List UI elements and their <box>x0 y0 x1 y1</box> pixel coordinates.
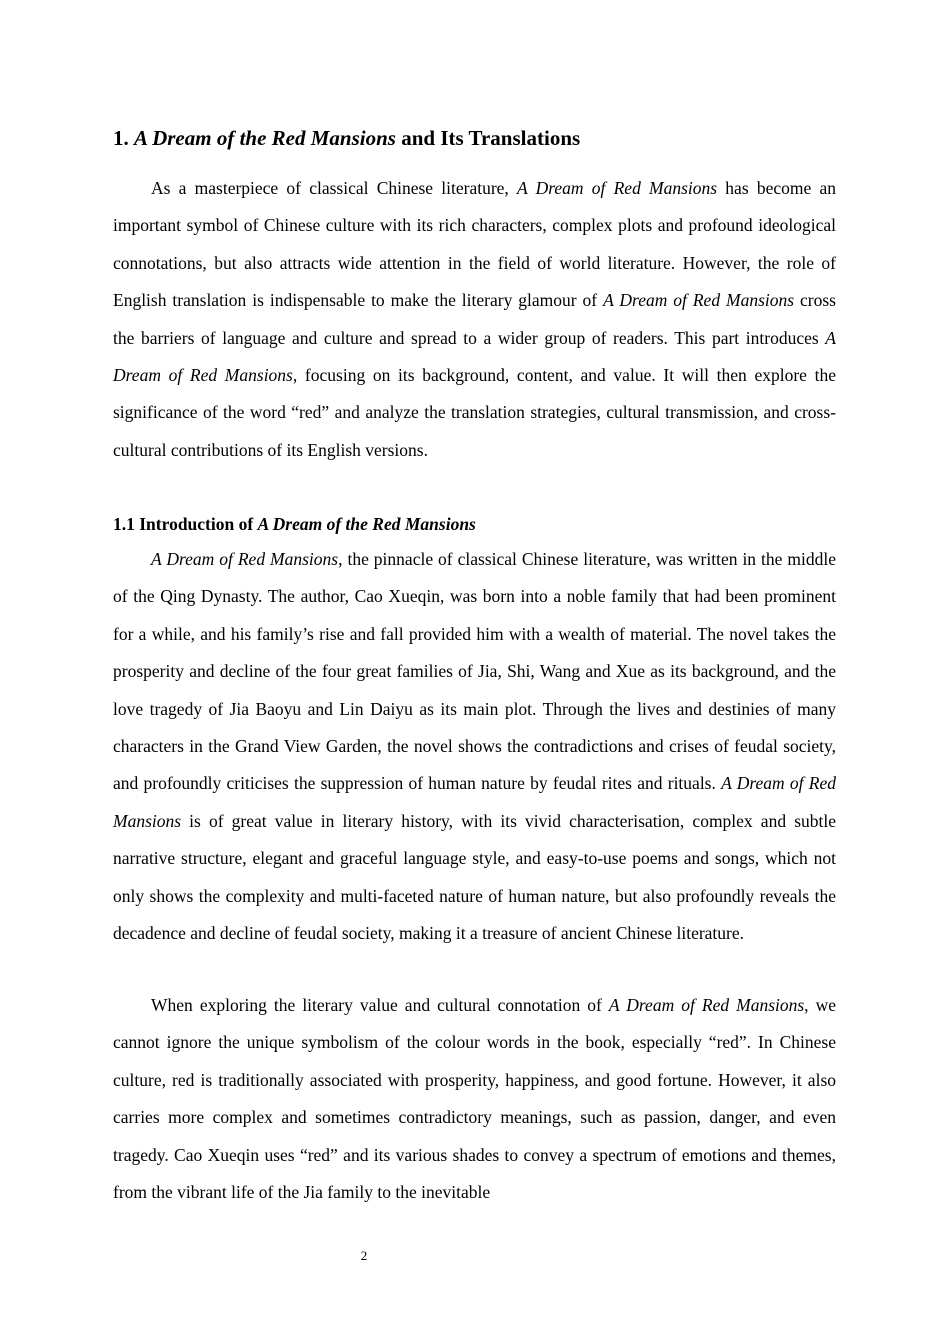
text-run: , focusing on its background, content, and value. It will then explore the significance of the word “red” and analyze the translation strategies, cultural transmission, and cross-cultural contributions of its English versions. <box>113 365 836 460</box>
section-title-rest: and Its Translations <box>395 126 581 150</box>
section-title-italic: A Dream of the Red Mansions <box>134 126 396 150</box>
book-title: A Dream of Red Mansions <box>113 327 836 386</box>
book-title: A Dream of Red Mansions <box>608 995 805 1015</box>
book-title: A Dream of Red Mansions <box>151 549 339 569</box>
subsection-number: 1.1 Introduction of <box>113 514 258 534</box>
colour-symbolism-paragraph <box>113 987 836 1211</box>
text-run: has become an important symbol of Chinese culture with its rich characters, complex plots and profound ideological connotations, but also attracts wide attention in the field of world literature. However, the role of English translation is indispensable to make the literary glamour of <box>113 178 836 311</box>
subsection-heading <box>113 511 476 537</box>
section-heading <box>113 124 580 152</box>
section-number: 1. <box>113 126 134 150</box>
text-run: As a masterpiece of classical Chinese literature, <box>151 178 518 198</box>
text-run: is of great value in literary history, with its vivid characterisation, complex and subtle narrative structure, elegant and graceful language style, and easy-to-use poems and songs, which not only shows the complexity and multi-faceted nature of human nature, but also profoundly reveals the decadence and decline of feudal society, making it a treasure of ancient Chinese literature. <box>113 810 836 944</box>
intro-paragraph <box>113 170 836 469</box>
background-paragraph <box>113 541 836 952</box>
text-run: , we cannot ignore the unique symbolism of the colour words in the book, especially “red”. In Chinese culture, red is traditionally associated with prosperity, happiness, and good fortune. However, it also carries more complex and sometimes contradictory meanings, such as passion, danger, and even tragedy. Cao Xueqin uses “red” and its various shades to convey a spectrum of emotions and themes, from the vibrant life of the Jia family to the inevitable <box>113 995 836 1203</box>
text-run: , the pinnacle of classical Chinese literature, was written in the middle of the Qing Dynasty. The author, Cao Xueqin, was born into a noble family that had been prominent for a while, and his family’s rise and fall provided him with a wealth of material. The novel takes the prosperity and decline of the four great families of Jia, Shi, Wang and Xue as its background, and the love tragedy of Jia Baoyu and Lin Daiyu as its main plot. Through the lives and destinies of many characters in the Grand View Garden, the novel shows the contradictions and crises of feudal society, and profoundly criticises the suppression of human nature by feudal rites and rituals. <box>113 549 836 794</box>
book-title: A Dream of Red Mansions <box>517 178 718 198</box>
book-title: A Dream of Red Mansions <box>113 773 836 831</box>
page-number: 2 <box>360 1248 368 1263</box>
book-title: A Dream of Red Mansions <box>603 290 795 311</box>
text-run: When exploring the literary value and cultural connotation of <box>151 995 609 1015</box>
text-run: cross the barriers of language and culture and spread to a wider group of readers. This part introduces <box>113 290 836 348</box>
subsection-title-italic: A Dream of the Red Mansions <box>257 514 476 534</box>
